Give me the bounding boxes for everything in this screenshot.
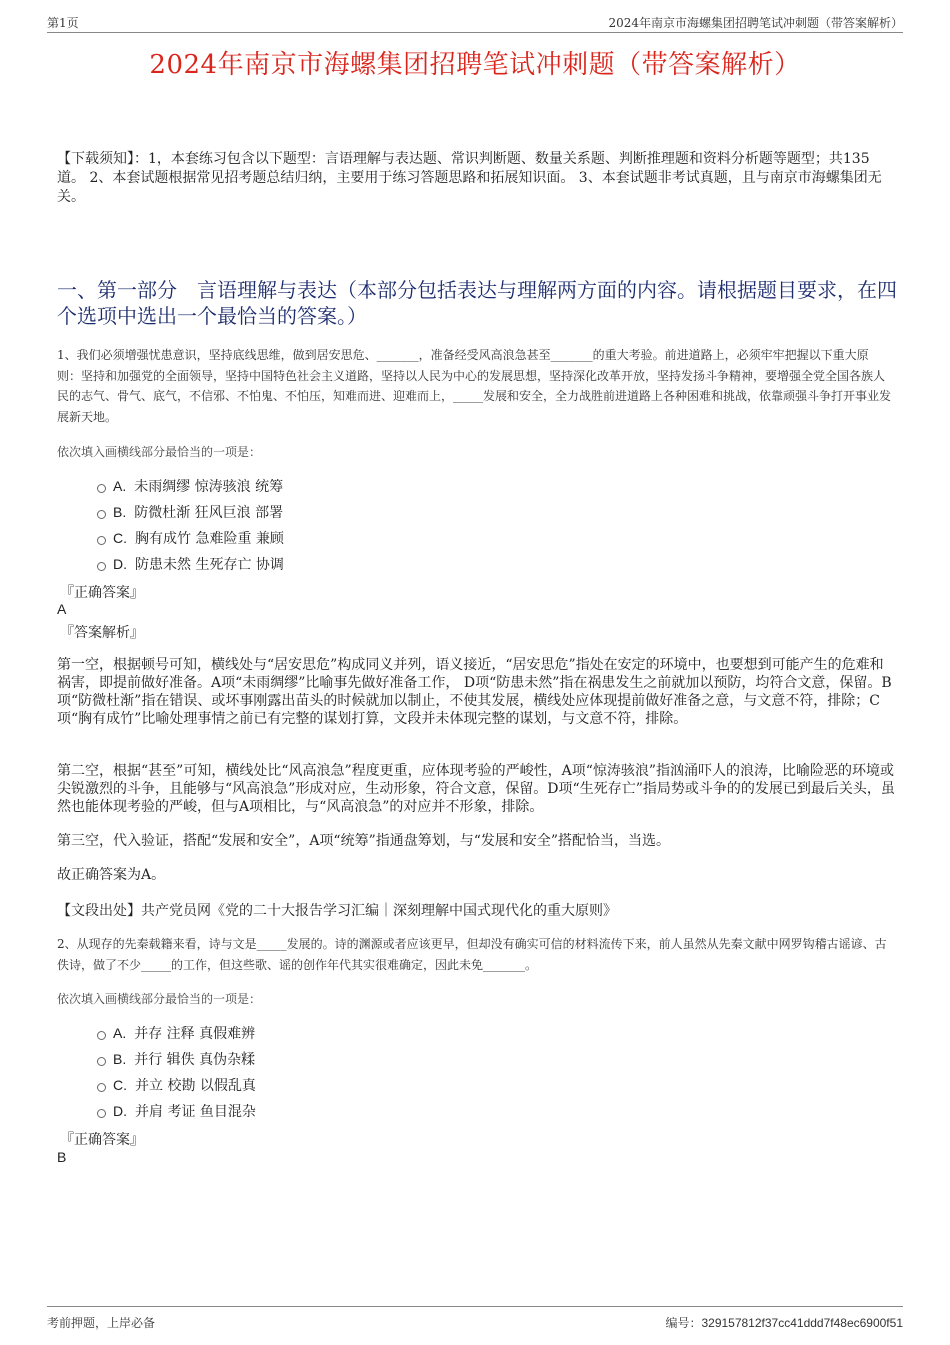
option-text: 并存 注释 真假难辨 xyxy=(134,1026,256,1042)
radio-icon[interactable] xyxy=(97,536,106,545)
option-text: 胸有成竹 急难险重 兼顾 xyxy=(135,531,284,547)
option-letter: D. xyxy=(113,1103,127,1119)
page-footer xyxy=(47,1306,903,1331)
option-letter: A. xyxy=(113,1025,127,1041)
analysis-paragraph-3: 第三空，代入验证，搭配“发展和安全”，A项“统筹”指通盘筹划，与“发展和安全”搭配恰当，当选。 xyxy=(57,833,671,849)
header-doc-title: 2024年南京市海螺集团招聘笔试冲刺题（带答案解析） xyxy=(608,16,903,30)
analysis-label: 『答案解析』 xyxy=(60,625,144,641)
footer-code xyxy=(665,1314,903,1331)
option-letter: A. xyxy=(113,478,127,494)
source-citation: 【文段出处】共产党员网《党的二十大报告学习汇编｜深刻理解中国式现代化的重大原则》 xyxy=(57,903,617,919)
option-letter: C. xyxy=(113,1077,127,1093)
question-1-prompt: 依次填入画横线部分最恰当的一项是： xyxy=(57,445,262,459)
page-number: 第1页 xyxy=(47,16,79,30)
option-b[interactable] xyxy=(97,499,284,525)
option-letter: C. xyxy=(113,530,127,546)
option-c[interactable] xyxy=(97,1072,256,1098)
document-title: 2024年南京市海螺集团招聘笔试冲刺题（带答案解析） xyxy=(149,50,801,80)
analysis-paragraph-1: 第一空，根据顿号可知，横线处与“居安思危”构成同义并列，语义接近，“居安思危”指处在安定的环境中，也要想到可能产生的危难和祸害，即提前做好准备。A项“未雨绸缪”比喻事先做好准备工作， D项“防患未然”指在祸患发生之前就加以预防，均符合文意，保留。B项“防微杜渐”指在错误、或坏事刚露出苗头的时候就加以制止，不使其发展，横线处应体现提前做好准备之意，与文意不符，排除；C项“胸有成竹”比喻处理事情之前已有完整的谋划打算，文段并未体现完整的谋划，与文意不符，排除。 xyxy=(57,657,892,727)
radio-icon[interactable] xyxy=(97,1057,106,1066)
option-a[interactable] xyxy=(97,473,284,499)
question-2-options xyxy=(97,1020,256,1124)
option-text: 防微杜渐 狂风巨浪 部署 xyxy=(134,505,284,521)
option-letter: B. xyxy=(113,504,127,520)
answer-value: B xyxy=(57,1149,67,1165)
option-d[interactable] xyxy=(97,551,284,577)
option-text: 并行 辑佚 真伪杂糅 xyxy=(134,1052,256,1068)
analysis-conclusion: 故正确答案为A。 xyxy=(57,867,166,883)
option-a[interactable] xyxy=(97,1020,256,1046)
option-text: 并立 校勘 以假乱真 xyxy=(135,1078,256,1094)
option-d[interactable] xyxy=(97,1098,256,1124)
radio-icon[interactable] xyxy=(97,1031,106,1040)
footer-slogan: 考前押题，上岸必备 xyxy=(47,1316,156,1330)
answer-label: 『正确答案』 xyxy=(60,1132,144,1148)
analysis-paragraph-2: 第二空，根据“甚至”可知，横线处比“风高浪急”程度更重，应体现考验的严峻性，A项“惊涛骇浪”指汹涌吓人的浪涛，比喻险恶的环境或尖锐激烈的斗争，且能够与“风高浪急”形成对应，生动形象，符合文意，保留。D项“生死存亡”指局势或斗争的的发展已到最后关头，虽然也能体现考验的严峻，但与A项相比，与“风高浪急”的对应并不形象，排除。 xyxy=(57,763,895,815)
question-1-text: 1、我们必须增强忧患意识，坚持底线思维，做到居安思危、_______，准备经受风高浪急甚至_______的重大考验。前进道路上，必须牢牢把握以下重大原则：坚持和加强党的全面领导，坚持中国特色社会主义道路，坚持以人民为中心的发展思想，坚持深化改革开放，坚持发扬斗争精神，要增强全党全国各族人民的志气、骨气、底气，不信邪、不怕鬼、不怕压，知难而进、迎难而上，_____发展和安全，全力战胜前进道路上各种困难和挑战，依靠顽强斗争打开事业发展新天地。 xyxy=(57,348,892,424)
section-heading: 一、第一部分 言语理解与表达（本部分包括表达与理解两方面的内容。请根据题目要求，在四个选项中选出一个最恰当的答案。） xyxy=(57,278,897,328)
radio-icon[interactable] xyxy=(97,510,106,519)
option-text: 未雨绸缪 惊涛骇浪 统筹 xyxy=(134,479,284,495)
question-1-options xyxy=(97,473,284,577)
radio-icon[interactable] xyxy=(97,1083,106,1092)
option-letter: B. xyxy=(113,1051,127,1067)
page-header xyxy=(47,14,903,33)
question-2-text: 2、从现存的先秦载籍来看，诗与文是_____发展的。诗的渊源或者应该更早，但却没有确实可信的材料流传下来，前人虽然从先秦文献中网罗钩稽古谣谚、古佚诗，做了不少_____的工作，但这些歌、谣的创作年代其实很难确定，因此未免_______。 xyxy=(57,937,887,972)
option-text: 防患未然 生死存亡 协调 xyxy=(135,557,284,573)
radio-icon[interactable] xyxy=(97,562,106,571)
radio-icon[interactable] xyxy=(97,1109,106,1118)
question-2-prompt: 依次填入画横线部分最恰当的一项是： xyxy=(57,992,262,1006)
download-notice: 【下载须知】：1，本套练习包含以下题型：言语理解与表达题、常识判断题、数量关系题、判断推理题和资料分析题等题型；共135道。 2、本套试题根据常见招考题总结归纳，主要用于练习答题思路和拓展知识面。 3、本套试题非考试真题，且与南京市海螺集团无关。 xyxy=(57,151,882,205)
code-label: 编号： xyxy=(665,1316,702,1330)
option-b[interactable] xyxy=(97,1046,256,1072)
radio-icon[interactable] xyxy=(97,484,106,493)
option-c[interactable] xyxy=(97,525,284,551)
answer-value: A xyxy=(57,601,67,617)
code-value: 329157812f37cc41ddd7f48ec6900f51 xyxy=(701,1316,903,1330)
answer-label: 『正确答案』 xyxy=(60,585,144,601)
option-text: 并肩 考证 鱼目混杂 xyxy=(135,1104,256,1120)
option-letter: D. xyxy=(113,556,127,572)
